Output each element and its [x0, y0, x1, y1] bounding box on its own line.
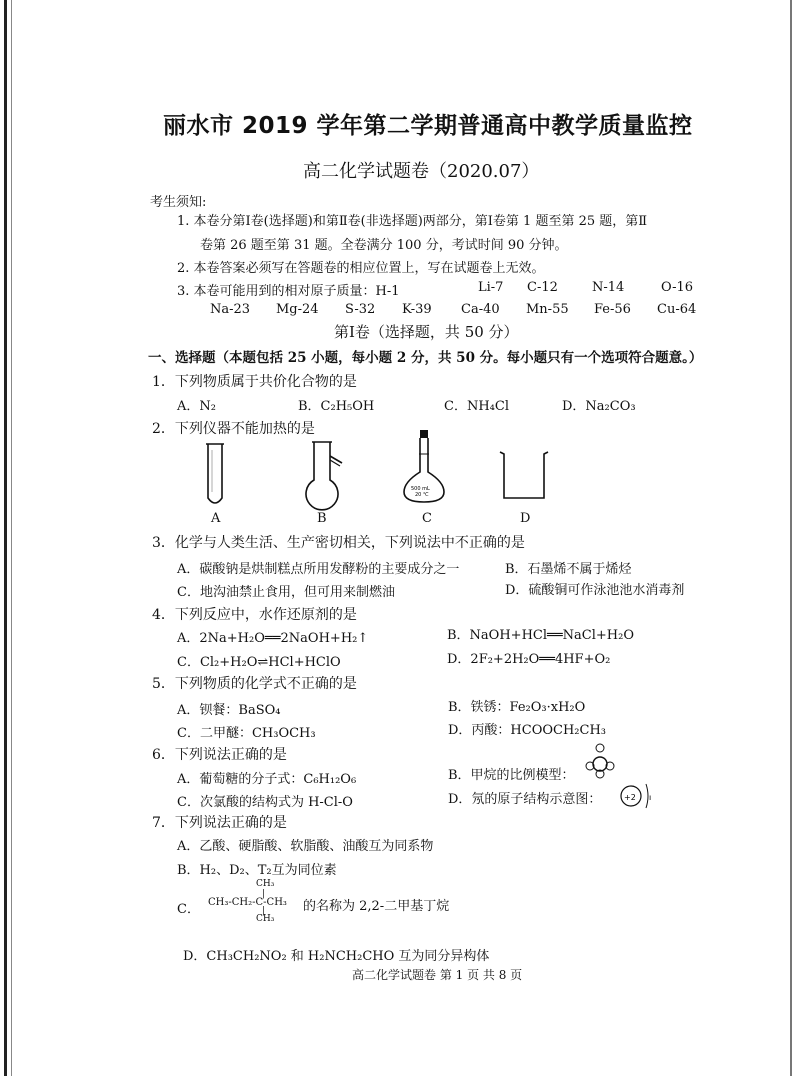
q1-option-a: A．N₂	[177, 399, 216, 414]
scan-edge-right	[790, 0, 792, 1076]
q4-option-a: A．2Na+H₂O══2NaOH+H₂↑	[177, 631, 369, 646]
section-title: 第Ⅰ卷（选择题，共 50 分）	[334, 323, 519, 341]
mass-mn: Mn-55	[526, 302, 569, 317]
q7-stem: 7．下列说法正确的是	[152, 815, 287, 831]
q1-stem: 1．下列物质属于共价化合物的是	[152, 374, 357, 390]
page-footer: 高二化学试题卷 第 1 页 共 8 页	[352, 968, 523, 982]
mass-mg: Mg-24	[276, 302, 319, 317]
mass-n: N-14	[592, 280, 625, 295]
mass-fe: Fe-56	[594, 302, 631, 317]
q6-option-a: A．葡萄糖的分子式：C₆H₁₂O₆	[177, 772, 357, 787]
mass-li: Li-7	[478, 280, 504, 295]
q6-option-d: D．氖的原子结构示意图：	[448, 792, 602, 807]
q7-option-d: D．CH₃CH₂NO₂ 和 H₂NCH₂CHO 互为同分异构体	[183, 949, 490, 964]
mass-k: K-39	[402, 302, 432, 317]
nucleus-charge: +2	[624, 793, 636, 802]
distillation-flask-icon	[306, 442, 342, 510]
q5-stem: 5．下列物质的化学式不正确的是	[152, 676, 357, 692]
q1-option-d: D．Na₂CO₃	[562, 399, 636, 414]
q3-option-c: C．地沟油禁止食用，但可用来制燃油	[177, 585, 395, 600]
q1-option-b: B．C₂H₅OH	[298, 399, 375, 414]
q1-option-c: C．NH₄Cl	[444, 399, 509, 414]
scan-edge-left	[4, 0, 7, 1076]
q4-option-d: D．2F₂+2H₂O══4HF+O₂	[447, 652, 611, 667]
page-subtitle: 高二化学试题卷（2020.07）	[303, 161, 540, 182]
q2-apparatus-figure	[190, 430, 570, 512]
neon-atom-structure-icon	[616, 780, 656, 814]
notice-item-2: 2. 本卷答案必须写在答题卷的相应位置上，写在试题卷上无效。	[177, 261, 545, 276]
q7-option-c-name: 的名称为 2,2-二甲基丁烷	[303, 899, 450, 914]
q3-stem: 3．化学与人类生活、生产密切相关，下列说法中不正确的是	[152, 535, 525, 551]
svg-text:ı: ı	[649, 793, 652, 802]
q5-option-c: C．二甲醚：CH₃OCH₃	[177, 726, 316, 741]
mass-c: C-12	[527, 280, 558, 295]
mass-ca: Ca-40	[461, 302, 500, 317]
volumetric-flask-icon	[404, 430, 444, 502]
q7-c-bond-top: |	[262, 889, 266, 899]
mass-s: S-32	[345, 302, 376, 317]
q7-c-structure: CH₃-CH₂-C-CH₃	[208, 897, 287, 908]
q2-stem: 2．下列仪器不能加热的是	[152, 421, 315, 437]
q5-option-b: B．铁锈：Fe₂O₃·xH₂O	[448, 700, 586, 715]
mass-o: O-16	[661, 280, 694, 295]
q3-option-a: A．碳酸钠是烘制糕点所用发酵粉的主要成分之一	[177, 562, 460, 577]
scan-edge-line	[11, 0, 12, 1076]
q4-option-b: B．NaOH+HCl══NaCl+H₂O	[447, 628, 634, 643]
q7-option-b: B．H₂、D₂、T₂互为同位素	[177, 863, 337, 878]
q6-option-b: B．甲烷的比例模型：	[448, 768, 575, 783]
mass-na: Na-23	[210, 302, 251, 317]
q7-option-a: A．乙酸、硬脂酸、软脂酸、油酸互为同系物	[177, 839, 434, 854]
section-instruction: 一、选择题（本题包括 25 小题，每小题 2 分，共 50 分。每小题只有一个选项符合题意。）	[148, 350, 703, 366]
flask-label-volume: 500 mL	[411, 486, 430, 492]
notice-item-1a: 1. 本卷分第Ⅰ卷(选择题)和第Ⅱ卷(非选择题)两部分，第Ⅰ卷第 1 题至第 25 题，第Ⅱ	[177, 214, 648, 229]
q2-label-c: C	[422, 511, 432, 526]
q2-label-a: A	[211, 511, 221, 526]
notice-item-3: 3. 本卷可能用到的相对原子质量：H-1	[177, 284, 400, 299]
test-tube-icon	[206, 444, 224, 503]
methane-model-icon	[582, 742, 618, 782]
q6-stem: 6．下列说法正确的是	[152, 747, 287, 763]
q4-option-c: C．Cl₂+H₂O⇌HCl+HClO	[177, 655, 341, 670]
q7-c-bond-bottom: |	[262, 906, 266, 916]
q2-label-b: B	[317, 511, 327, 526]
q2-label-d: D	[520, 511, 531, 526]
q3-option-d: D．硫酸铜可作泳池池水消毒剂	[505, 583, 685, 598]
notice-item-1b: 卷第 26 题至第 31 题。全卷满分 100 分，考试时间 90 分钟。	[200, 238, 568, 253]
q7-c-methyl-bottom: CH₃	[256, 914, 275, 924]
notice-heading: 考生须知:	[150, 195, 207, 210]
flask-label-temp: 20 ℃	[415, 492, 429, 498]
q7-option-c-label: C．	[177, 902, 200, 917]
q5-option-a: A．钡餐：BaSO₄	[177, 703, 281, 718]
q7-c-methyl-top: CH₃	[256, 879, 275, 889]
mass-cu: Cu-64	[657, 302, 697, 317]
page-title: 丽水市 2019 学年第二学期普通高中教学质量监控	[163, 113, 693, 139]
beaker-icon	[500, 452, 548, 498]
q5-option-d: D．丙酸：HCOOCH₂CH₃	[448, 723, 607, 738]
q4-stem: 4．下列反应中，水作还原剂的是	[152, 607, 357, 623]
q6-option-c: C．次氯酸的结构式为 H-Cl-O	[177, 795, 353, 810]
q3-option-b: B．石墨烯不属于烯烃	[505, 562, 632, 577]
